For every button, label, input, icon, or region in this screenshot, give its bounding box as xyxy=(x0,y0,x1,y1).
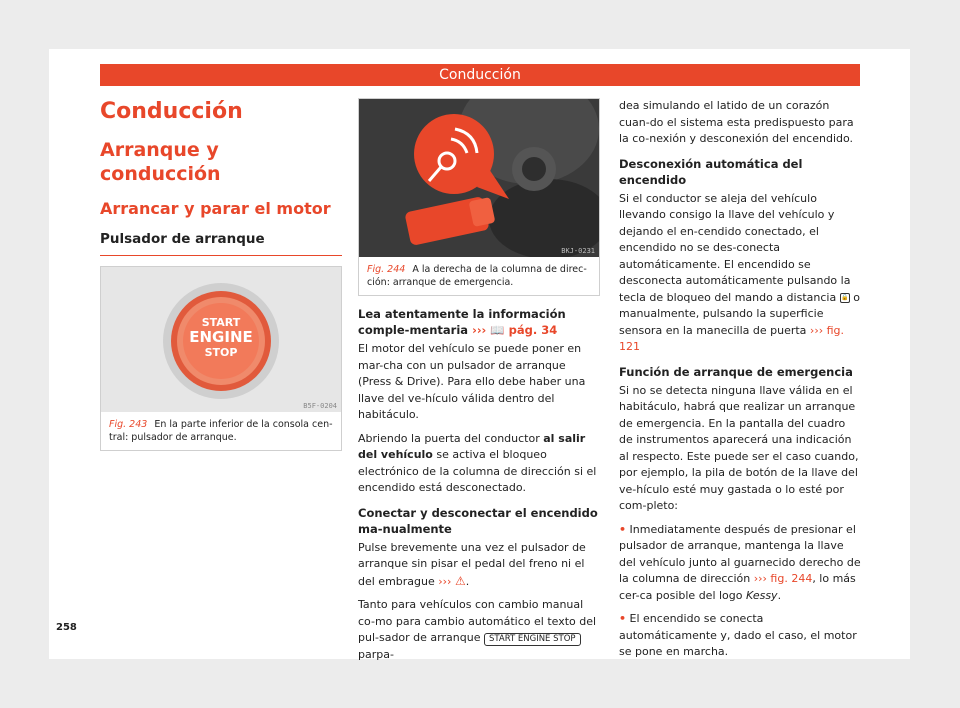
subheading-emergency-start: Función de arranque de emergencia xyxy=(619,364,853,379)
warning-icon: ⚠ xyxy=(454,573,466,588)
paragraph: Pulse brevemente una vez el pulsador de arranque sin pisar el pedal del freno ni el del embrague ››› ⚠. xyxy=(358,540,586,588)
figure-243 xyxy=(100,266,342,451)
bullet-icon: • xyxy=(619,612,627,625)
read-info-title: Lea atentamente la información comple-mentaria xyxy=(358,307,566,337)
paragraph: Si no se detecta ninguna llave válida en el habitáculo, habrá que realizar un arranque de emergencia. En la pantalla del cuadro de instrumentos aparecerá una indicación al respecto. Este puede ser el caso cuando, por ejemplo, la pila de botón de la llave del ve-hículo esté muy gastada o lo esté por com-pleto: xyxy=(619,383,859,512)
button-text-start: START xyxy=(201,316,241,329)
start-button-label xyxy=(101,315,341,360)
figure-reference-link[interactable]: ››› fig. 121 xyxy=(619,323,845,353)
section-header: Conducción xyxy=(100,64,860,86)
figure-244-image xyxy=(359,99,599,257)
book-icon: 📖 xyxy=(490,323,505,337)
figure-243-caption xyxy=(101,412,341,450)
paragraph: dea simulando el latido de un corazón cuan-do el sistema esta predispuesto para la co-nexión y desconexión del encendido. xyxy=(619,99,854,145)
paragraph: Abriendo la puerta del conductor al salir del vehículo se activa el bloqueo electrónico de la columna de dirección si el encendido está desconectado. xyxy=(358,431,597,494)
chapter-title: Conducción xyxy=(100,99,243,124)
button-text-engine: ENGINE xyxy=(189,328,253,346)
column-1 xyxy=(100,98,342,451)
paragraph: Tanto para vehículos con cambio manual co-mo para cambio automático el texto del pul-sador de arranque START ENGINE STOP parpa- xyxy=(358,598,597,661)
page-reference-link[interactable]: pág. 34 xyxy=(508,323,558,337)
topic-title: Pulsador de arranque xyxy=(100,230,342,256)
page-number: 258 xyxy=(56,622,77,633)
start-engine-stop-key: START ENGINE STOP xyxy=(484,633,581,646)
paragraph: Si el conductor se aleja del vehículo llevando consigo la llave del vehículo y dejando el en-cendido conectado, el encendido no se des-conecta automáticamente. El encendido se desconecta automáticamente pulsando la tecla de bloqueo del mando a distancia 🔒 o manualmente, pulsando la superficie sensora en la manecilla de puerta ››› fig. 121 xyxy=(619,191,860,353)
column-2 xyxy=(358,98,600,670)
ref-arrows: ››› xyxy=(472,323,487,337)
column-3 xyxy=(619,98,861,668)
subheading-auto-off: Desconexión automática del encendido xyxy=(619,156,803,187)
bullet-item: • El encendido se conecta automáticamente y, dado el caso, el motor se pone en marcha. xyxy=(619,612,857,658)
subsection-title: Arrancar y parar el motor xyxy=(100,199,331,218)
caption-text: En la parte inferior de la consola cen-tral: pulsador de arranque. xyxy=(109,419,333,443)
lock-icon: 🔒 xyxy=(840,293,849,301)
figure-243-image xyxy=(101,267,341,412)
button-text-stop: STOP xyxy=(204,346,238,359)
caption-text: A la derecha de la columna de direc-ción: arranque de emergencia. xyxy=(367,264,587,288)
figure-reference-link[interactable]: ››› fig. 244 xyxy=(753,572,813,585)
figure-code: BKJ-0231 xyxy=(561,247,595,255)
read-info-note xyxy=(358,306,600,338)
bullet-item: • Inmediatamente después de presionar el pulsador de arranque, mantenga la llave del vehículo junto al guarnecido derecho de la columna de dirección ››› fig. 244, lo más cer-ca posible del logo Kessy. xyxy=(619,522,861,602)
subheading-ignition: Conectar y desconectar el encendido ma-nualmente xyxy=(358,505,598,536)
emergency-start-illustration xyxy=(359,99,599,257)
figure-code: B5F-0204 xyxy=(303,402,337,410)
section-title: Arranque y conducción xyxy=(100,139,221,185)
bullet-icon: • xyxy=(619,522,627,536)
figure-244 xyxy=(358,98,600,296)
figure-244-caption xyxy=(359,257,599,295)
figure-number: Fig. 244 xyxy=(367,264,406,275)
paragraph: El motor del vehículo se puede poner en mar-cha con un pulsador de arranque (Press & Drive). Para ello debe haber una llave del ve-hículo válida dentro del habitáculo. xyxy=(358,342,586,421)
figure-number: Fig. 243 xyxy=(109,419,148,430)
